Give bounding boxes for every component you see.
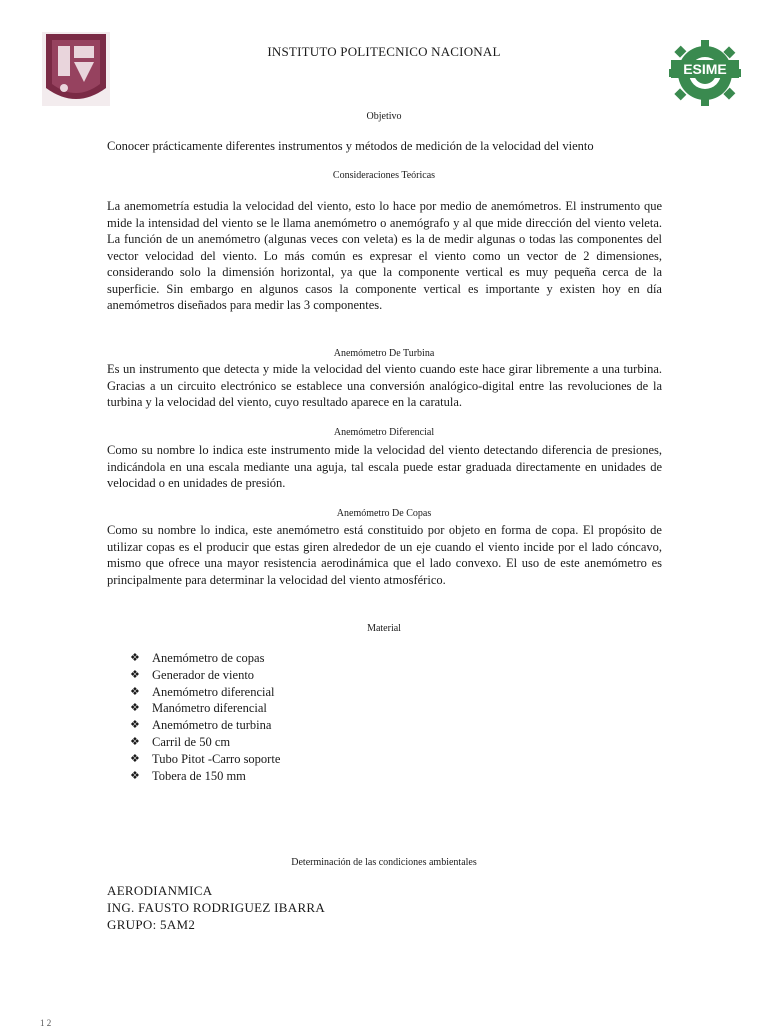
- list-item: ❖ Carril de 50 cm: [130, 734, 231, 749]
- list-item: ❖ Anemómetro de copas: [130, 651, 265, 665]
- diferencial-text: Como su nombre lo indica este instrumento mide la velocidad del viento detectando diferencia de presiones, indicándola en una escala mediante una aguja, tal escala puede estar graduada directamente en unidades de velocidad o en unidades de presión.: [107, 443, 662, 490]
- copas-heading: Anemómetro De Copas: [336, 508, 432, 519]
- esime-logo-text: ESIME: [683, 61, 727, 77]
- list-item: ❖ Tubo Pitot -Carro soporte: [130, 751, 281, 766]
- group-name: GRUPO: 5AM2: [107, 917, 196, 932]
- material-list: [130, 650, 280, 784]
- footer-block: [107, 882, 325, 933]
- esime-logo: [665, 40, 745, 106]
- material-heading: Material: [367, 623, 401, 634]
- condiciones-heading: Determinación de las condiciones ambientales: [291, 857, 477, 868]
- list-item: ❖ Manómetro diferencial: [130, 701, 267, 716]
- diamond-bullet-icon: ❖: [130, 752, 140, 765]
- copas-text: Como su nombre lo indica, este anemómetro está constituido por objeto en forma de copa. El propósito de utilizar copas es el producir que estas giren alrededor de un eje cuando el viento incide por el lado cóncavo, mismo que ofrece una mayor resistencia aerodinámica que el lado convexo. El uso de este anemómetro es principalmente para determinar la velocidad del viento atmosférico.: [107, 523, 662, 587]
- list-item: ❖ Generador de viento: [130, 667, 255, 682]
- diamond-bullet-icon: ❖: [130, 668, 140, 681]
- diamond-bullet-icon: ❖: [130, 719, 140, 732]
- diamond-bullet-icon: ❖: [130, 702, 140, 715]
- consideraciones-heading: Consideraciones Teóricas: [332, 170, 436, 181]
- instructor-name: ING. FAUSTO RODRIGUEZ IBARRA: [107, 900, 326, 915]
- diamond-bullet-icon: ❖: [130, 685, 140, 698]
- turbina-heading: Anemómetro De Turbina: [333, 348, 435, 359]
- list-item: ❖ Anemómetro diferencial: [130, 684, 275, 699]
- list-item: ❖ Anemómetro de turbina: [130, 718, 272, 733]
- diferencial-heading: Anemómetro Diferencial: [333, 427, 435, 438]
- institution-title: INSTITUTO POLITECNICO NACIONAL: [267, 44, 501, 59]
- ipn-logo: [40, 28, 112, 110]
- diamond-bullet-icon: ❖: [130, 735, 140, 748]
- diamond-bullet-icon: ❖: [130, 652, 140, 664]
- consideraciones-text: La anemometría estudia la velocidad del viento, esto lo hace por medio de anemómetros. El instrumento que mide la intensidad del viento se le llama anemómetro o anemógrafo y al que mide dirección del viento veleta. La función de un anemómetro (algunas veces con veleta) es la de medir algunas o todas las componentes del vector velocidad del viento. Lo más común es expresar el viento como un vector de 2 dimensiones, considerando solo la dimensión horizontal, ya que la componente vertical es muy pequeña cerca de la superficie. Sin embargo en algunos casos la componente vertical es importante y existen hoy en día anemómetros diseñados para medir las 3 componentes.: [107, 199, 662, 312]
- turbina-text: Es un instrumento que detecta y mide la velocidad del viento cuando este hace girar libremente a una turbina. Gracias a un circuito electrónico se establece una conversión analógico-digital entre las revoluciones de la turbina y la velocidad del viento, cuyo resultado aparece en la caratula.: [107, 362, 662, 409]
- objetivo-text: Conocer prácticamente diferentes instrumentos y métodos de medición de la velocidad del viento: [107, 139, 594, 153]
- objetivo-heading: Objetivo: [366, 111, 402, 122]
- diamond-bullet-icon: ❖: [130, 769, 140, 782]
- list-item: ❖ Tobera de 150 mm: [130, 768, 246, 783]
- course-name: AERODIANMICA: [107, 883, 213, 898]
- corner-mark: 1 2: [40, 1018, 52, 1028]
